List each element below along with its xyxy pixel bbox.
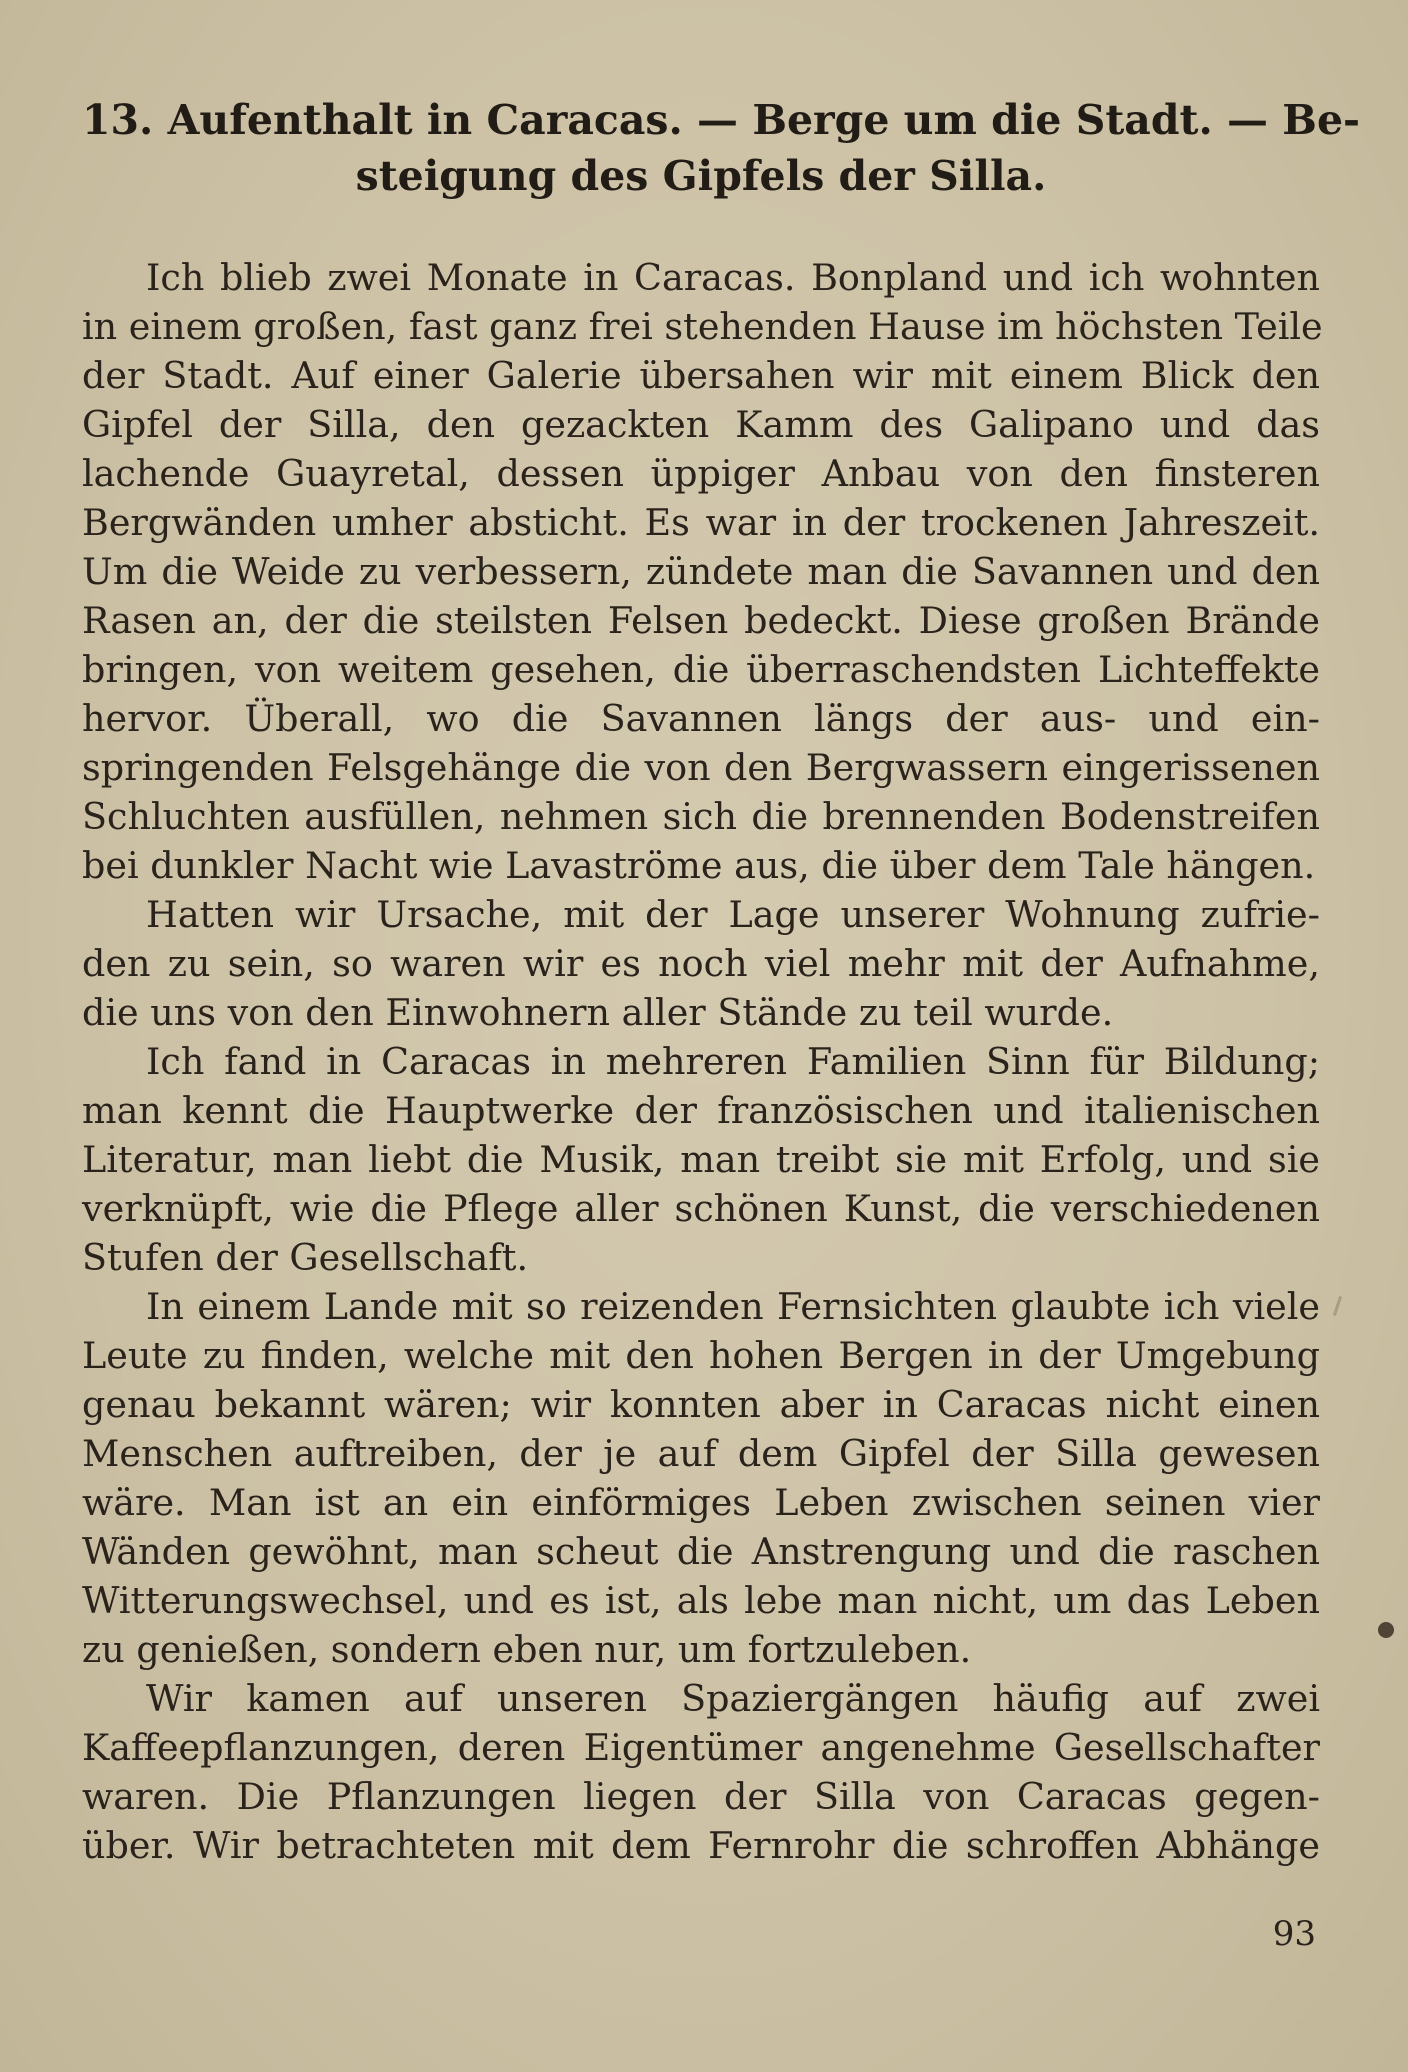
- text-line: bei dunkler Nacht wie Lavaströme aus, die über dem Tale hängen.: [82, 844, 1316, 887]
- text-line: Leute zu finden, welche mit den hohen Bergen in der Umgebung: [82, 1334, 1320, 1377]
- text-line: springenden Felsgehänge die von den Bergwassern eingerissenen: [82, 746, 1320, 789]
- text-line: wäre. Man ist an ein einförmiges Leben zwischen seinen vier: [82, 1481, 1320, 1524]
- text-line: Schluchten ausfüllen, nehmen sich die brennenden Bodenstreifen: [82, 795, 1320, 838]
- paragraph: [82, 890, 1320, 1037]
- text-line: lachende Guayretal, dessen üppiger Anbau von den finsteren: [82, 452, 1320, 495]
- text-line: Wänden gewöhnt, man scheut die Anstrengung und die raschen: [82, 1530, 1320, 1573]
- heading-line-1: 13. Aufenthalt in Caracas. — Berge um die Stadt. — Be-: [82, 96, 1361, 144]
- text-line: Hatten wir Ursache, mit der Lage unserer Wohnung zufrie-: [146, 893, 1320, 936]
- text-line: Bergwänden umher absticht. Es war in der trockenen Jahreszeit.: [82, 501, 1320, 544]
- body-text: [82, 253, 1323, 1870]
- text-line: man kennt die Hauptwerke der französischen und italienischen: [82, 1089, 1320, 1132]
- text-line: bringen, von weitem gesehen, die überraschendsten Lichteffekte: [82, 648, 1320, 691]
- text-line: Ich fand in Caracas in mehreren Familien Sinn für Bildung;: [146, 1040, 1320, 1083]
- text-line: über. Wir betrachteten mit dem Fernrohr die schroffen Abhänge: [82, 1824, 1320, 1867]
- pencil-mark: [1333, 1296, 1342, 1316]
- text-line: Menschen auftreiben, der je auf dem Gipfel der Silla gewesen: [82, 1432, 1320, 1475]
- text-line: genau bekannt wären; wir konnten aber in Caracas nicht einen: [82, 1383, 1320, 1426]
- text-line: Gipfel der Silla, den gezackten Kamm des Galipano und das: [82, 403, 1320, 446]
- text-line: Rasen an, der die steilsten Felsen bedeckt. Diese großen Brände: [82, 599, 1320, 642]
- heading-line-2: steigung des Gipfels der Silla.: [355, 152, 1047, 200]
- text-line: Wir kamen auf unseren Spaziergängen häufig auf zwei: [146, 1677, 1320, 1720]
- paragraph: [82, 1282, 1320, 1674]
- text-line: Stufen der Gesellschaft.: [82, 1236, 529, 1279]
- text-line: Kaffeepflanzungen, deren Eigentümer angenehme Gesellschafter: [82, 1726, 1320, 1769]
- text-line: Um die Weide zu verbessern, zündete man die Savannen und den: [82, 550, 1320, 593]
- text-line: waren. Die Pflanzungen liegen der Silla von Caracas gegen-: [82, 1775, 1320, 1818]
- text-line: Witterungswechsel, und es ist, als lebe man nicht, um das Leben: [82, 1579, 1320, 1622]
- text-line: Ich blieb zwei Monate in Caracas. Bonpland und ich wohnten: [146, 256, 1320, 299]
- text-line: in einem großen, fast ganz frei stehenden Hause im höchsten Teile: [82, 305, 1323, 348]
- text-line: Literatur, man liebt die Musik, man treibt sie mit Erfolg, und sie: [82, 1138, 1320, 1181]
- text-line: die uns von den Einwohnern aller Stände zu teil wurde.: [82, 991, 1114, 1034]
- paragraph: [82, 1037, 1320, 1282]
- page-number: 93: [1272, 1914, 1316, 1954]
- text-line: hervor. Überall, wo die Savannen längs der aus- und ein-: [82, 697, 1320, 740]
- text-line: In einem Lande mit so reizenden Fernsichten glaubte ich viele: [146, 1285, 1320, 1328]
- text-line: zu genießen, sondern eben nur, um fortzuleben.: [82, 1628, 972, 1671]
- paragraph: [82, 1674, 1320, 1870]
- text-line: verknüpft, wie die Pflege aller schönen Kunst, die verschiedenen: [82, 1187, 1320, 1230]
- text-line: den zu sein, so waren wir es noch viel mehr mit der Aufnahme,: [82, 942, 1320, 985]
- paragraph: [82, 253, 1323, 890]
- text-line: der Stadt. Auf einer Galerie übersahen wir mit einem Blick den: [82, 354, 1320, 397]
- chapter-heading: [82, 92, 1361, 204]
- ink-spot: [1378, 1622, 1394, 1638]
